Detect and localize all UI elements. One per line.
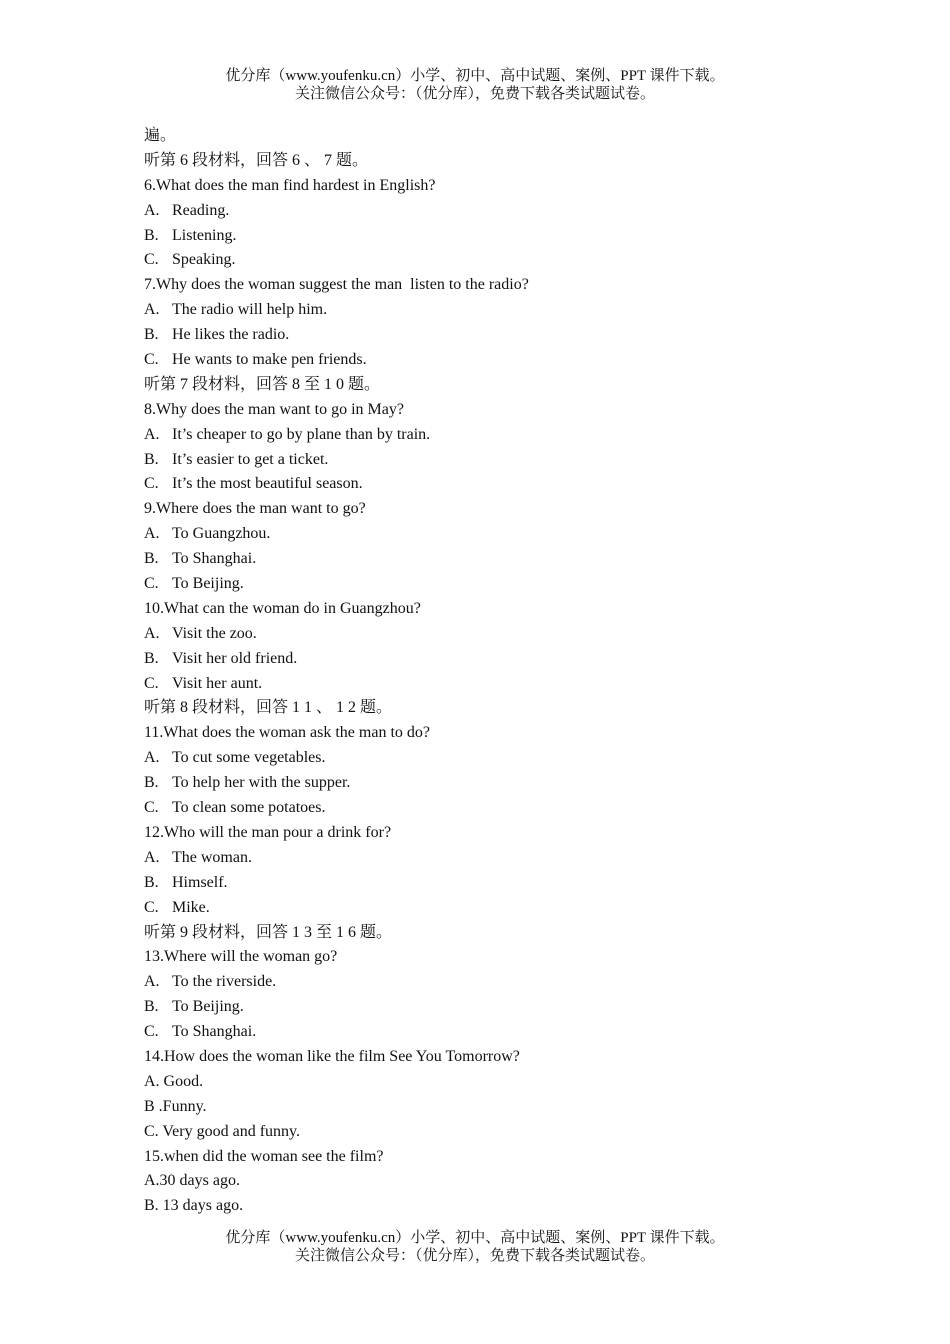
option-letter: C. [144,799,159,817]
option-letter: A. [144,973,160,991]
answer-option [144,622,844,647]
answer-option [144,472,844,497]
answer-option [144,672,844,697]
option-text: Visit her aunt. [172,674,263,692]
option-letter: A. [144,624,160,642]
option-letter: B. [144,226,159,244]
page-header [0,67,950,103]
text-line: A.30 days ago. [144,1172,240,1190]
answer-option [144,572,844,597]
option-letter: C. [144,898,159,916]
answer-option [144,896,844,921]
answer-option [144,522,844,547]
answer-option [144,323,844,348]
option-text: It’s easier to get a ticket. [172,450,329,468]
answer-option [144,199,844,224]
footer-line-1: 优分库（www.youfenku.cn）小学、初中、高中试题、案例、PPT 课件下载。 [225,1230,725,1246]
option-text: The woman. [172,848,252,866]
option-text: Himself. [172,873,228,891]
answer-option [144,647,844,672]
answer-option [144,746,844,771]
answer-option [144,796,844,821]
question-text: 14.How does the woman like the film See You Tomorrow? [144,1047,520,1065]
question-text: 10.What can the woman do in Guangzhou? [144,599,421,617]
option-text: He wants to make pen friends. [172,351,367,369]
question-text: 6.What does the man find hardest in English? [144,176,436,194]
option-text: Speaking. [172,251,236,269]
option-letter: A. [144,201,160,219]
option-letter: C. [144,1023,159,1041]
text-line: 遍。 [144,127,177,144]
option-text: It’s cheaper to go by plane than by train. [172,425,431,443]
text-line: A. Good. [144,1072,204,1090]
option-letter: B. [144,550,159,568]
answer-option [144,970,844,995]
option-text: To cut some vegetables. [172,749,326,767]
option-letter: C. [144,475,159,493]
answer-option [144,298,844,323]
section-instruction: 听第 9 段材料，回答 1 3 至 1 6 题。 [144,923,393,941]
header-line-1: 优分库（www.youfenku.cn）小学、初中、高中试题、案例、PPT 课件下载。 [225,68,725,84]
option-letter: A. [144,301,160,319]
option-letter: A. [144,848,160,866]
option-letter: B. [144,774,159,792]
header-line-2: 关注微信公众号：（优分库），免费下载各类试题试卷。 [294,86,655,102]
answer-option [144,248,844,273]
option-letter: C. [144,674,159,692]
question-text: 11.What does the woman ask the man to do? [144,724,430,742]
question-text: 13.Where will the woman go? [144,948,338,966]
option-letter: C. [144,251,159,269]
section-instruction: 听第 7 段材料，回答 8 至 1 0 题。 [144,375,381,393]
option-letter: C. [144,351,159,369]
section-instruction: 听第 6 段材料，回答 6 、 7 题。 [144,151,369,169]
option-letter: B. [144,998,159,1016]
option-letter: B. [144,649,159,667]
option-letter: A. [144,749,160,767]
text-line: B .Funny. [144,1097,207,1115]
answer-option [144,423,844,448]
question-text: 12.Who will the man pour a drink for? [144,823,392,841]
page-footer [0,1229,950,1265]
option-text: Listening. [172,226,237,244]
option-letter: B. [144,326,159,344]
option-text: Visit her old friend. [172,649,298,667]
answer-option [144,871,844,896]
option-letter: B. [144,873,159,891]
document-body [144,124,844,1219]
text-line: B. 13 days ago. [144,1197,244,1215]
answer-option [144,448,844,473]
question-text: 8.Why does the man want to go in May? [144,400,404,418]
answer-option [144,771,844,796]
option-text: To Shanghai. [172,1023,257,1041]
option-text: Visit the zoo. [172,624,257,642]
question-text: 15.when did the woman see the film? [144,1147,384,1165]
option-letter: A. [144,525,160,543]
section-instruction: 听第 8 段材料，回答 1 1 、 1 2 题。 [144,699,393,717]
option-letter: C. [144,575,159,593]
option-text: He likes the radio. [172,326,290,344]
text-line: C. Very good and funny. [144,1122,300,1140]
option-text: To Shanghai. [172,550,257,568]
question-text: 9.Where does the man want to go? [144,500,366,518]
option-text: To Beijing. [172,998,244,1016]
option-text: Mike. [172,898,210,916]
answer-option [144,995,844,1020]
option-text: To help her with the supper. [172,774,351,792]
option-text: The radio will help him. [172,301,328,319]
option-text: To the riverside. [172,973,277,991]
answer-option [144,1020,844,1045]
option-text: To Beijing. [172,575,244,593]
option-letter: B. [144,450,159,468]
answer-option [144,348,844,373]
footer-line-2: 关注微信公众号：（优分库），免费下载各类试题试卷。 [294,1248,655,1264]
option-text: To clean some potatoes. [172,799,326,817]
option-text: To Guangzhou. [172,525,271,543]
option-text: It’s the most beautiful season. [172,475,363,493]
answer-option [144,224,844,249]
question-text: 7.Why does the woman suggest the man listen to the radio? [144,276,529,294]
answer-option [144,547,844,572]
option-text: Reading. [172,201,230,219]
answer-option [144,846,844,871]
option-letter: A. [144,425,160,443]
